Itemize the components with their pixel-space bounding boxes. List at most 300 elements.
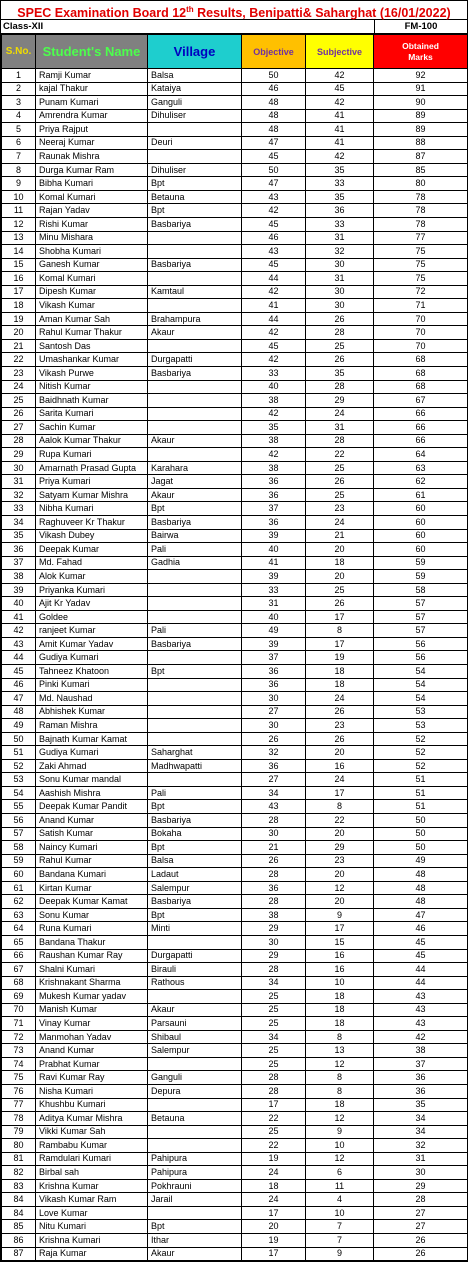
- cell-objective: 48: [242, 109, 306, 123]
- cell-subjective: 30: [306, 285, 374, 299]
- cell-objective: 44: [242, 312, 306, 326]
- cell-student-name: Md. Fahad: [36, 556, 148, 570]
- cell-village: Parsauni: [148, 1017, 242, 1031]
- cell-subjective: 26: [306, 705, 374, 719]
- cell-village: Depura: [148, 1084, 242, 1098]
- cell-student-name: Rahul Kumar: [36, 854, 148, 868]
- cell-sno: 17: [2, 285, 36, 299]
- cell-objective: 21: [242, 841, 306, 855]
- cell-village: [148, 1206, 242, 1220]
- cell-sno: 10: [2, 190, 36, 204]
- cell-village: Bpt: [148, 502, 242, 516]
- cell-sno: 49: [2, 719, 36, 733]
- cell-obtained-marks: 29: [374, 1179, 468, 1193]
- cell-obtained-marks: 42: [374, 1030, 468, 1044]
- table-row: [2, 190, 468, 204]
- cell-sno: 58: [2, 841, 36, 855]
- cell-village: Pahipura: [148, 1166, 242, 1180]
- cell-subjective: 16: [306, 949, 374, 963]
- cell-objective: 42: [242, 204, 306, 218]
- cell-village: Kataiya: [148, 82, 242, 96]
- table-row: [2, 82, 468, 96]
- col-header-objective: Objective: [242, 35, 306, 69]
- cell-student-name: Nitu Kumari: [36, 1220, 148, 1234]
- cell-subjective: 12: [306, 1152, 374, 1166]
- cell-objective: 48: [242, 123, 306, 137]
- cell-obtained-marks: 71: [374, 299, 468, 313]
- class-label: Class-XII: [3, 21, 44, 32]
- cell-sno: 24: [2, 380, 36, 394]
- cell-subjective: 25: [306, 583, 374, 597]
- cell-sno: 12: [2, 217, 36, 231]
- cell-student-name: Amrendra Kumar: [36, 109, 148, 123]
- cell-sno: 86: [2, 1233, 36, 1247]
- cell-obtained-marks: 54: [374, 692, 468, 706]
- cell-village: Pokhrauni: [148, 1179, 242, 1193]
- cell-sno: 14: [2, 245, 36, 259]
- cell-sno: 25: [2, 394, 36, 408]
- cell-objective: 42: [242, 407, 306, 421]
- cell-village: Basbariya: [148, 895, 242, 909]
- cell-obtained-marks: 68: [374, 366, 468, 380]
- cell-obtained-marks: 60: [374, 543, 468, 557]
- cell-obtained-marks: 57: [374, 624, 468, 638]
- cell-student-name: Gudiya Kumari: [36, 746, 148, 760]
- cell-student-name: Deepak Kumar Pandit: [36, 800, 148, 814]
- table-row: [2, 1098, 468, 1112]
- cell-student-name: Vikash Purwe: [36, 366, 148, 380]
- cell-obtained-marks: 66: [374, 434, 468, 448]
- cell-student-name: Khushbu Kumari: [36, 1098, 148, 1112]
- cell-objective: 34: [242, 976, 306, 990]
- cell-subjective: 35: [306, 366, 374, 380]
- cell-student-name: Priyanka Kumari: [36, 583, 148, 597]
- table-row: [2, 394, 468, 408]
- table-row: [2, 380, 468, 394]
- cell-student-name: Shalni Kumari: [36, 963, 148, 977]
- cell-sno: 6: [2, 136, 36, 150]
- cell-sno: 8: [2, 163, 36, 177]
- cell-objective: 45: [242, 258, 306, 272]
- cell-student-name: Komal Kumari: [36, 190, 148, 204]
- cell-village: [148, 231, 242, 245]
- cell-sno: 28: [2, 434, 36, 448]
- cell-subjective: 26: [306, 312, 374, 326]
- cell-objective: 38: [242, 434, 306, 448]
- cell-subjective: 16: [306, 759, 374, 773]
- cell-sno: 9: [2, 177, 36, 191]
- cell-sno: 79: [2, 1125, 36, 1139]
- title-superscript: th: [186, 5, 194, 14]
- cell-student-name: Pinki Kumari: [36, 678, 148, 692]
- cell-student-name: Raghuveer Kr Thakur: [36, 516, 148, 530]
- cell-obtained-marks: 60: [374, 502, 468, 516]
- cell-sno: 20: [2, 326, 36, 340]
- cell-objective: 49: [242, 624, 306, 638]
- cell-sno: 34: [2, 516, 36, 530]
- cell-student-name: Vikash Dubey: [36, 529, 148, 543]
- cell-village: Brahampura: [148, 312, 242, 326]
- cell-sno: 38: [2, 570, 36, 584]
- cell-objective: 40: [242, 380, 306, 394]
- cell-obtained-marks: 63: [374, 461, 468, 475]
- cell-subjective: 31: [306, 231, 374, 245]
- cell-village: Madhwapatti: [148, 759, 242, 773]
- cell-village: [148, 339, 242, 353]
- sheet-title: [1, 1, 467, 20]
- cell-objective: 17: [242, 1098, 306, 1112]
- col-header-student-name: Student's Name: [36, 35, 148, 69]
- cell-sno: 2: [2, 82, 36, 96]
- cell-obtained-marks: 57: [374, 610, 468, 624]
- cell-sno: 71: [2, 1017, 36, 1031]
- cell-obtained-marks: 67: [374, 394, 468, 408]
- cell-village: [148, 1139, 242, 1153]
- cell-objective: 50: [242, 69, 306, 83]
- table-row: [2, 434, 468, 448]
- cell-student-name: Ajit Kr Yadav: [36, 597, 148, 611]
- cell-village: Saharghat: [148, 746, 242, 760]
- cell-student-name: Anand Kumar: [36, 1044, 148, 1058]
- cell-village: Durgapatti: [148, 353, 242, 367]
- cell-subjective: 6: [306, 1166, 374, 1180]
- cell-subjective: 9: [306, 908, 374, 922]
- cell-subjective: 35: [306, 163, 374, 177]
- cell-village: Ganguli: [148, 96, 242, 110]
- table-row: [2, 529, 468, 543]
- cell-sno: 87: [2, 1247, 36, 1261]
- cell-objective: 33: [242, 366, 306, 380]
- cell-village: Akaur: [148, 1247, 242, 1261]
- cell-objective: 46: [242, 82, 306, 96]
- cell-objective: 20: [242, 1220, 306, 1234]
- cell-student-name: Priya Rajput: [36, 123, 148, 137]
- cell-subjective: 30: [306, 299, 374, 313]
- table-row: [2, 285, 468, 299]
- cell-village: [148, 1125, 242, 1139]
- table-row: [2, 421, 468, 435]
- cell-village: Salempur: [148, 881, 242, 895]
- cell-objective: 30: [242, 935, 306, 949]
- table-row: [2, 705, 468, 719]
- cell-subjective: 18: [306, 678, 374, 692]
- cell-sno: 53: [2, 773, 36, 787]
- table-row: [2, 1166, 468, 1180]
- cell-obtained-marks: 54: [374, 665, 468, 679]
- cell-obtained-marks: 89: [374, 123, 468, 137]
- cell-objective: 42: [242, 353, 306, 367]
- cell-objective: 39: [242, 637, 306, 651]
- cell-obtained-marks: 38: [374, 1044, 468, 1058]
- cell-village: Bpt: [148, 1220, 242, 1234]
- cell-sno: 59: [2, 854, 36, 868]
- table-row: [2, 963, 468, 977]
- cell-subjective: 10: [306, 1139, 374, 1153]
- cell-village: [148, 1098, 242, 1112]
- cell-sno: 51: [2, 746, 36, 760]
- cell-subjective: 28: [306, 434, 374, 448]
- table-row: [2, 488, 468, 502]
- cell-subjective: 28: [306, 380, 374, 394]
- cell-student-name: Rahul Kumar Thakur: [36, 326, 148, 340]
- cell-objective: 25: [242, 1017, 306, 1031]
- table-row: [2, 1084, 468, 1098]
- cell-village: Salempur: [148, 1044, 242, 1058]
- table-row: [2, 448, 468, 462]
- cell-obtained-marks: 50: [374, 841, 468, 855]
- cell-obtained-marks: 45: [374, 935, 468, 949]
- table-row: [2, 1030, 468, 1044]
- cell-student-name: Alok Kumar: [36, 570, 148, 584]
- table-row: [2, 353, 468, 367]
- cell-subjective: 18: [306, 665, 374, 679]
- cell-objective: 19: [242, 1233, 306, 1247]
- cell-student-name: Raushan Kumar Ray: [36, 949, 148, 963]
- table-body: [2, 69, 468, 1261]
- cell-obtained-marks: 77: [374, 231, 468, 245]
- cell-village: [148, 380, 242, 394]
- cell-objective: 28: [242, 868, 306, 882]
- table-row: [2, 109, 468, 123]
- cell-village: Ladaut: [148, 868, 242, 882]
- cell-sno: 37: [2, 556, 36, 570]
- cell-objective: 25: [242, 1125, 306, 1139]
- cell-objective: 25: [242, 1057, 306, 1071]
- cell-obtained-marks: 59: [374, 570, 468, 584]
- cell-obtained-marks: 36: [374, 1084, 468, 1098]
- cell-objective: 31: [242, 597, 306, 611]
- title-rest: Results, Benipatti& Saharghat (16/01/2022): [193, 6, 451, 21]
- cell-subjective: 42: [306, 150, 374, 164]
- cell-subjective: 29: [306, 394, 374, 408]
- cell-obtained-marks: 50: [374, 827, 468, 841]
- table-row: [2, 1139, 468, 1153]
- cell-objective: 24: [242, 1166, 306, 1180]
- cell-subjective: 17: [306, 786, 374, 800]
- cell-subjective: 13: [306, 1044, 374, 1058]
- cell-sno: 47: [2, 692, 36, 706]
- table-row: [2, 1220, 468, 1234]
- cell-objective: 19: [242, 1152, 306, 1166]
- cell-village: Bpt: [148, 800, 242, 814]
- cell-village: [148, 773, 242, 787]
- cell-obtained-marks: 27: [374, 1220, 468, 1234]
- table-row: [2, 746, 468, 760]
- cell-sno: 52: [2, 759, 36, 773]
- cell-village: Deuri: [148, 136, 242, 150]
- cell-student-name: Gudiya Kumari: [36, 651, 148, 665]
- cell-village: [148, 1057, 242, 1071]
- cell-sno: 85: [2, 1220, 36, 1234]
- cell-subjective: 8: [306, 1071, 374, 1085]
- cell-objective: 35: [242, 421, 306, 435]
- table-row: [2, 543, 468, 557]
- cell-obtained-marks: 52: [374, 759, 468, 773]
- cell-objective: 45: [242, 150, 306, 164]
- cell-student-name: Krishna Kumar: [36, 1179, 148, 1193]
- cell-student-name: Ganesh Kumar: [36, 258, 148, 272]
- cell-sno: 69: [2, 990, 36, 1004]
- cell-objective: 34: [242, 1030, 306, 1044]
- cell-objective: 36: [242, 488, 306, 502]
- cell-subjective: 41: [306, 136, 374, 150]
- cell-student-name: Aashish Mishra: [36, 786, 148, 800]
- cell-obtained-marks: 26: [374, 1233, 468, 1247]
- table-row: [2, 258, 468, 272]
- cell-sno: 72: [2, 1030, 36, 1044]
- cell-sno: 74: [2, 1057, 36, 1071]
- cell-sno: 54: [2, 786, 36, 800]
- cell-subjective: 42: [306, 96, 374, 110]
- table-row: [2, 1017, 468, 1031]
- cell-village: Bpt: [148, 841, 242, 855]
- cell-sno: 57: [2, 827, 36, 841]
- cell-village: Basbariya: [148, 258, 242, 272]
- cell-obtained-marks: 58: [374, 583, 468, 597]
- table-row: [2, 163, 468, 177]
- cell-objective: 47: [242, 136, 306, 150]
- cell-obtained-marks: 26: [374, 1247, 468, 1261]
- cell-objective: 45: [242, 217, 306, 231]
- cell-objective: 28: [242, 963, 306, 977]
- table-row: [2, 136, 468, 150]
- cell-subjective: 18: [306, 1098, 374, 1112]
- table-row: [2, 96, 468, 110]
- cell-student-name: Santosh Das: [36, 339, 148, 353]
- table-row: [2, 624, 468, 638]
- cell-sno: 39: [2, 583, 36, 597]
- cell-student-name: Aman Kumar Sah: [36, 312, 148, 326]
- cell-obtained-marks: 49: [374, 854, 468, 868]
- cell-sno: 80: [2, 1139, 36, 1153]
- cell-objective: 43: [242, 800, 306, 814]
- cell-village: Basbariya: [148, 217, 242, 231]
- cell-objective: 25: [242, 1044, 306, 1058]
- cell-village: [148, 597, 242, 611]
- cell-obtained-marks: 70: [374, 326, 468, 340]
- cell-village: Pali: [148, 786, 242, 800]
- cell-obtained-marks: 66: [374, 407, 468, 421]
- cell-obtained-marks: 34: [374, 1125, 468, 1139]
- cell-obtained-marks: 91: [374, 82, 468, 96]
- cell-subjective: 4: [306, 1193, 374, 1207]
- cell-objective: 43: [242, 190, 306, 204]
- cell-village: Shibaul: [148, 1030, 242, 1044]
- cell-obtained-marks: 56: [374, 651, 468, 665]
- cell-subjective: 20: [306, 746, 374, 760]
- cell-sno: 84: [2, 1193, 36, 1207]
- cell-subjective: 18: [306, 1017, 374, 1031]
- cell-objective: 30: [242, 719, 306, 733]
- cell-sno: 26: [2, 407, 36, 421]
- cell-sno: 33: [2, 502, 36, 516]
- cell-objective: 26: [242, 732, 306, 746]
- cell-obtained-marks: 78: [374, 204, 468, 218]
- cell-objective: 34: [242, 786, 306, 800]
- cell-subjective: 20: [306, 570, 374, 584]
- table-row: [2, 150, 468, 164]
- cell-subjective: 31: [306, 272, 374, 286]
- table-row: [2, 299, 468, 313]
- cell-objective: 38: [242, 461, 306, 475]
- cell-objective: 33: [242, 583, 306, 597]
- marks-header-line1: Obtained: [402, 40, 439, 51]
- cell-village: [148, 570, 242, 584]
- cell-village: Dihuliser: [148, 109, 242, 123]
- cell-village: [148, 678, 242, 692]
- table-row: [2, 1179, 468, 1193]
- cell-village: Bpt: [148, 177, 242, 191]
- cell-student-name: Nitish Kumar: [36, 380, 148, 394]
- cell-objective: 28: [242, 895, 306, 909]
- cell-sno: 1: [2, 69, 36, 83]
- sub-header: [1, 20, 467, 34]
- cell-student-name: Goldee: [36, 610, 148, 624]
- results-table: [1, 34, 468, 1261]
- cell-sno: 77: [2, 1098, 36, 1112]
- cell-village: [148, 394, 242, 408]
- cell-student-name: Vikash Kumar: [36, 299, 148, 313]
- cell-subjective: 26: [306, 597, 374, 611]
- cell-village: Jarail: [148, 1193, 242, 1207]
- cell-village: Akaur: [148, 1003, 242, 1017]
- cell-obtained-marks: 46: [374, 922, 468, 936]
- cell-village: [148, 610, 242, 624]
- cell-subjective: 31: [306, 421, 374, 435]
- cell-village: Basbariya: [148, 516, 242, 530]
- cell-subjective: 9: [306, 1125, 374, 1139]
- cell-obtained-marks: 60: [374, 516, 468, 530]
- cell-sno: 41: [2, 610, 36, 624]
- cell-subjective: 25: [306, 339, 374, 353]
- cell-objective: 39: [242, 570, 306, 584]
- cell-student-name: Deepak Kumar Kamat: [36, 895, 148, 909]
- table-row: [2, 773, 468, 787]
- table-row: [2, 245, 468, 259]
- cell-sno: 4: [2, 109, 36, 123]
- cell-sno: 21: [2, 339, 36, 353]
- table-row: [2, 217, 468, 231]
- cell-subjective: 20: [306, 543, 374, 557]
- cell-subjective: 36: [306, 204, 374, 218]
- cell-village: [148, 421, 242, 435]
- cell-objective: 28: [242, 814, 306, 828]
- cell-subjective: 42: [306, 69, 374, 83]
- table-row: [2, 570, 468, 584]
- cell-village: [148, 935, 242, 949]
- table-header-row: [2, 35, 468, 69]
- cell-sno: 76: [2, 1084, 36, 1098]
- cell-obtained-marks: 89: [374, 109, 468, 123]
- cell-obtained-marks: 32: [374, 1139, 468, 1153]
- cell-student-name: Punam Kumari: [36, 96, 148, 110]
- cell-objective: 46: [242, 231, 306, 245]
- cell-objective: 28: [242, 1084, 306, 1098]
- cell-subjective: 41: [306, 123, 374, 137]
- cell-student-name: Kirtan Kumar: [36, 881, 148, 895]
- cell-obtained-marks: 51: [374, 800, 468, 814]
- cell-objective: 48: [242, 96, 306, 110]
- table-row: [2, 651, 468, 665]
- cell-sno: 31: [2, 475, 36, 489]
- cell-subjective: 28: [306, 326, 374, 340]
- cell-village: [148, 705, 242, 719]
- table-row: [2, 637, 468, 651]
- col-header-sno: S.No.: [2, 35, 36, 69]
- cell-sno: 62: [2, 895, 36, 909]
- cell-sno: 27: [2, 421, 36, 435]
- cell-student-name: Ramji Kumar: [36, 69, 148, 83]
